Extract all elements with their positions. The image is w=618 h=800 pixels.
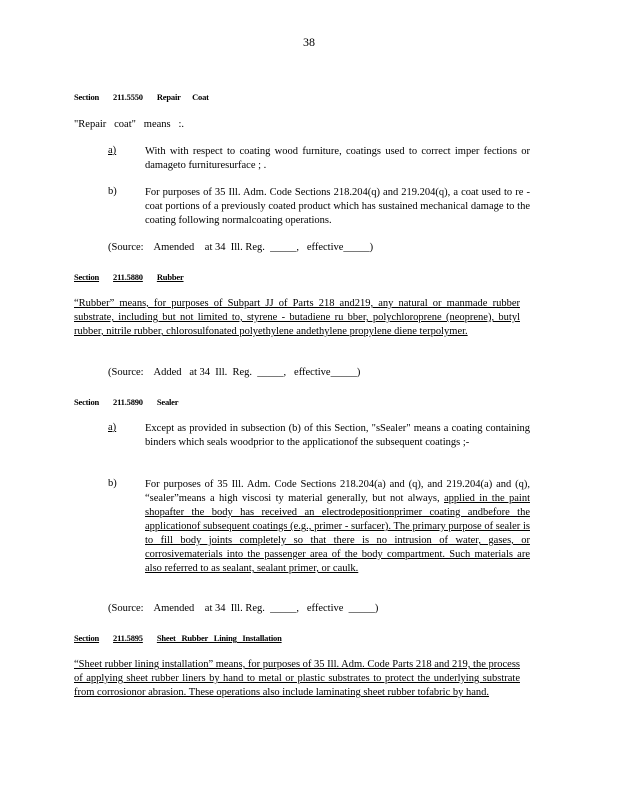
section-heading-5880: Section 211.5880 Rubber [74,272,184,282]
item-text-b-added: applied in the paint shopafter the body has received an electrodepositionprimer coating andbefore the applicationof subsequent coatings (e.g., primer - surfacer). The primary purpose of sealer is to fill body joints completely so that there is no intrusion of water, gases, or corrosivematerials into the passenger area of the body compartment. Such materials are also referred to as sealant, sealant primer, or caulk. [145,493,530,574]
item-label-a: a) [108,422,117,433]
item-text-b [145,478,530,576]
section-number: 211.5890 [113,397,143,407]
section-number: 211.5895 [113,633,143,643]
section-title: Sealer [156,397,179,407]
item-label-b: b) [108,186,117,197]
item-label-b: b) [108,478,117,489]
source-note: (Source: Added at 34 Ill. Reg. _____, effective_____) [108,367,361,378]
definition-repair-coat: "Repair coat" means :. [74,119,185,130]
section-heading-5895: Section 211.5895 Sheet Rubber Lining Installation [74,633,282,643]
section-heading-5550: Section 211.5550 Repair Coat [74,92,209,102]
section-heading-5890: Section 211.5890 Sealer [74,397,179,407]
section-title: Sheet Rubber Lining Installation [156,633,282,643]
source-note: (Source: Amended at 34 Ill. Reg. _____, effective _____) [108,603,379,614]
item-text-a: Except as provided in subsection (b) of this Section, "sSealer" means a coating containing binders which seals woodprior to the applicationof the subsequent coatings ;- [145,423,530,448]
section-number: 211.5880 [113,272,143,282]
section-number: 211.5550 [113,92,143,102]
section-title: Rubber [156,272,184,282]
item-text-b: For purposes of 35 Ill. Adm. Code Sections 218.204(q) and 219.204(q), a coat used to re -coat portions of a previously coated product which has sustained mechanical damage to the coating following normalcoating operations. [145,187,530,226]
definition-sheet-rubber-lining: “Sheet rubber lining installation” means, for purposes of 35 Ill. Adm. Code Parts 218 and 219, the process of applying sheet rubber liners by hand to metal or plastic substrates to protect the underlying substrate from corrosionor abrasion. These operations also include laminating sheet rubber tofabric by hand. [74,659,520,698]
item-label-a: a) [108,145,117,156]
page-number: 38 [303,35,315,49]
section-title: Repair Coat [156,92,209,102]
definition-rubber: “Rubber” means, for purposes of Subpart JJ of Parts 218 and219, any natural or manmade rubber substrate, including but not limited to, styrene - butadiene ru bber, polychloroprene (neoprene), butyl rubber, nitrile rubber, chlorosulfonated polyethylene andethylene propylene diene terpolymer. [74,298,520,337]
source-note: (Source: Amended at 34 Ill. Reg. _____, effective_____) [108,242,374,253]
item-text-b-plain: For purposes of 35 Ill. Adm. Code Sections 218.204(a) and (q), and 219.204(a) and (q), “sealer”means a high viscosi ty material generally, but not always, [145,479,530,504]
item-text-a: With with respect to coating wood furniture, coatings used to correct imper fections or damageto furnituresurface ; . [145,146,530,171]
